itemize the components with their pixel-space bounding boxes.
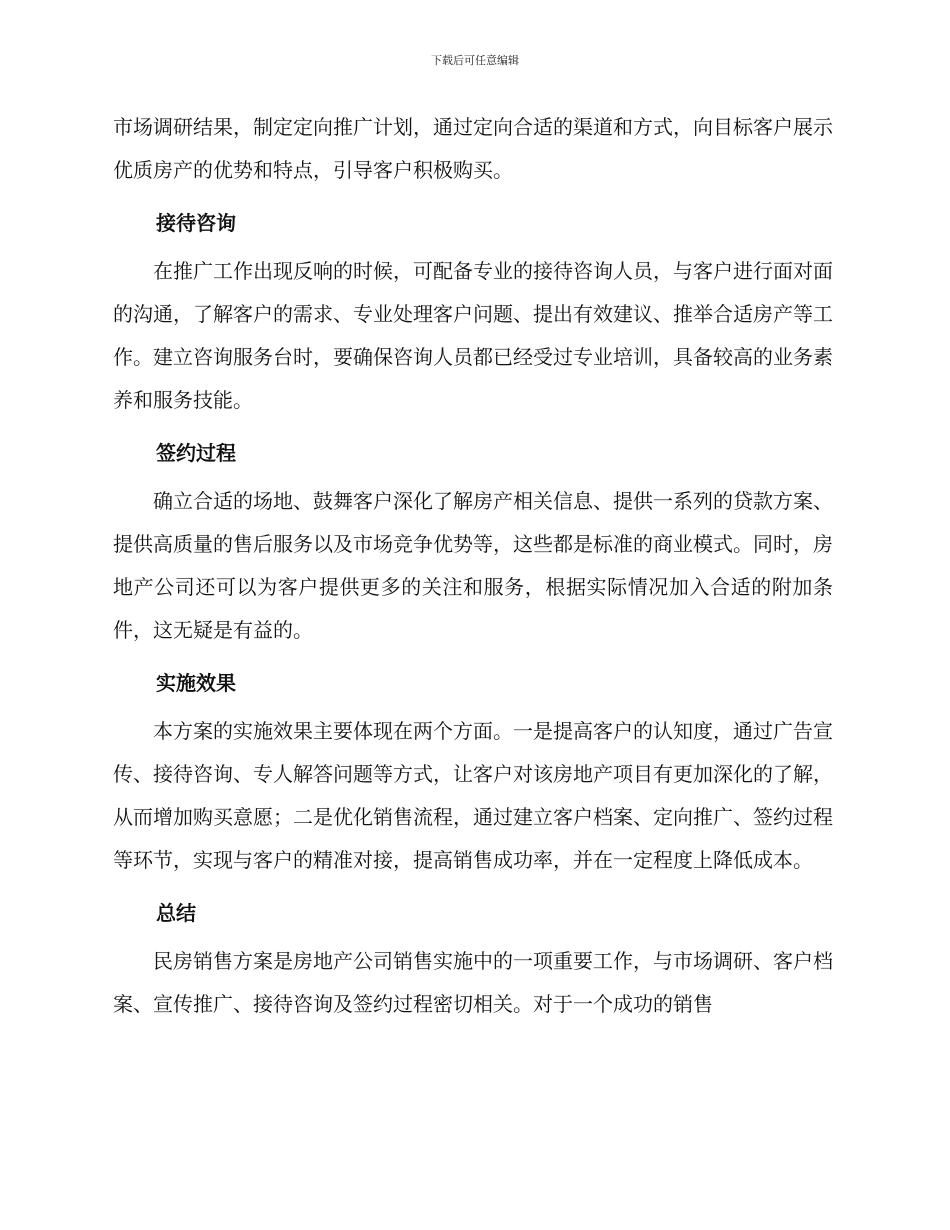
paragraph-reception: 在推广工作出现反响的时候，可配备专业的接待咨询人员，与客户进行面对面的沟通，了解客户的需求、专业处理客户问题、提出有效建议、推举合适房产等工作。建立咨询服务台时，要确保咨询人员都已经受过专业培训，具备较高的业务素养和服务技能。 [113,259,833,412]
section-heading-reception: 接待咨询 [156,211,236,235]
section-heading-signing: 签约过程 [156,441,236,465]
paragraph-summary: 民房销售方案是房地产公司销售实施中的一项重要工作，与市场调研、客户档案、宣传推广、接待咨询及签约过程密切相关。对于一个成功的销售 [113,949,833,1016]
paragraph-effect: 本方案的实施效果主要体现在两个方面。一是提高客户的认知度，通过广告宣传、接待咨询、专人解答问题等方式，让客户对该房地产项目有更加深化的了解，从而增加购买意愿；二是优化销售流程，通过建立客户档案、定向推广、签约过程等环节，实现与客户的精准对接，提高销售成功率，并在一定程度上降低成本。 [113,719,833,872]
paragraph-market-research-continued: 市场调研结果，制定定向推广计划，通过定向合适的渠道和方式，向目标客户展示优质房产的优势和特点，引导客户积极购买。 [113,115,833,182]
page-header: 下载后可任意编辑 [431,54,519,67]
section-heading-effect: 实施效果 [156,671,236,695]
paragraph-signing: 确立合适的场地、鼓舞客户深化了解房产相关信息、提供一系列的贷款方案、提供高质量的售后服务以及市场竞争优势等，这些都是标准的商业模式。同时，房地产公司还可以为客户提供更多的关注和服务，根据实际情况加入合适的附加条件，这无疑是有益的。 [113,489,833,642]
section-heading-summary: 总结 [156,901,196,925]
document-body [113,106,833,1026]
